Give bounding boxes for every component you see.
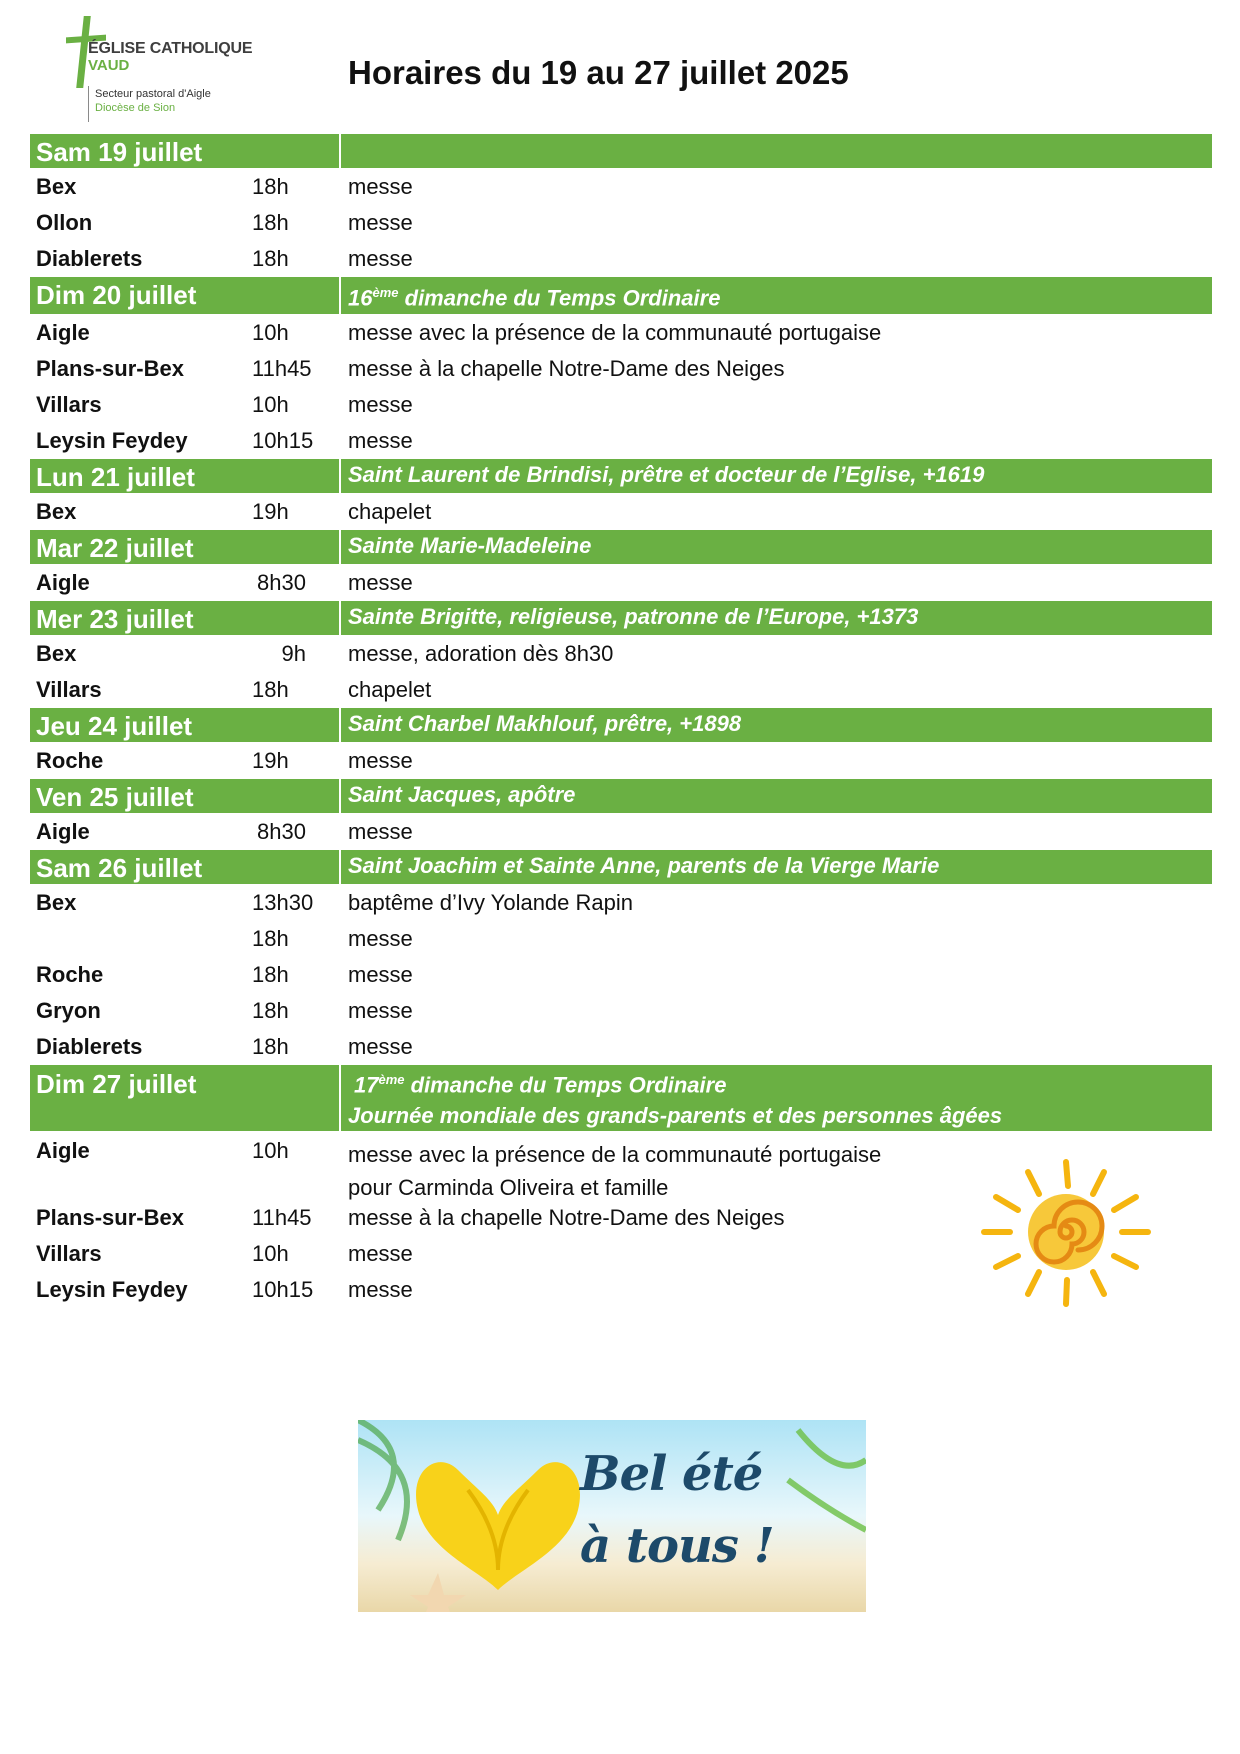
event-description-line: messe bbox=[348, 819, 413, 845]
event-place: Villars bbox=[36, 677, 102, 703]
page-title: Horaires du 19 au 27 juillet 2025 bbox=[348, 54, 849, 91]
feast-text: Saint Charbel Makhlouf, prêtre, +1898 bbox=[348, 711, 742, 737]
event-time: 19h bbox=[252, 748, 289, 774]
event-description-line: messe bbox=[348, 392, 413, 418]
feast-text: Saint Jacques, apôtre bbox=[348, 782, 576, 808]
day-header-row bbox=[30, 530, 1212, 565]
feast-text-line-2: Journée mondiale des grands-parents et des personnes âgées bbox=[348, 1102, 1003, 1128]
event-description-line: baptême d’Ivy Yolande Rapin bbox=[348, 890, 633, 916]
event-description-line: messe, adoration dès 8h30 bbox=[348, 641, 614, 667]
day-header-row bbox=[30, 601, 1212, 636]
feast-text: dimanche du Temps Ordinaire bbox=[404, 1072, 727, 1098]
event-description bbox=[340, 1277, 413, 1303]
day-header-row bbox=[30, 850, 1212, 885]
feast-ordinal-suffix: ème bbox=[378, 1072, 405, 1088]
event-time: 8h30 bbox=[257, 819, 306, 845]
event-time: 18h bbox=[252, 1034, 289, 1060]
feast-ordinal: 17 bbox=[354, 1072, 379, 1098]
event-row bbox=[30, 387, 1212, 423]
event-place: Bex bbox=[36, 641, 77, 667]
day-name: Lun 21 juillet bbox=[36, 462, 195, 493]
event-description-line: messe bbox=[348, 998, 413, 1024]
event-description-line: messe bbox=[348, 926, 413, 952]
event-row bbox=[30, 636, 1212, 672]
feast-title bbox=[340, 277, 720, 314]
event-row bbox=[30, 315, 1212, 351]
event-description-line: chapelet bbox=[348, 499, 432, 525]
day-name: Dim 20 juillet bbox=[36, 280, 197, 310]
day-header-row bbox=[30, 708, 1212, 743]
event-time: 9h bbox=[281, 641, 306, 667]
event-place: Plans-sur-Bex bbox=[36, 356, 184, 382]
event-place: Roche bbox=[36, 962, 104, 988]
event-description bbox=[340, 819, 413, 845]
event-time: 18h bbox=[252, 998, 289, 1024]
day-header-row bbox=[30, 779, 1212, 814]
feast-text: dimanche du Temps Ordinaire bbox=[398, 285, 721, 311]
event-description-line: messe bbox=[348, 428, 413, 454]
event-row bbox=[30, 169, 1212, 205]
event-place: Aigle bbox=[36, 570, 90, 596]
column-divider bbox=[339, 850, 341, 884]
feast-title bbox=[340, 1065, 1002, 1130]
event-time: 18h bbox=[252, 246, 289, 271]
event-time: 10h bbox=[252, 1240, 289, 1266]
sun-icon bbox=[976, 1152, 1156, 1312]
event-place: Bex bbox=[36, 174, 77, 199]
day-name: Ven 25 juillet bbox=[36, 782, 194, 813]
feast-text: Saint Joachim et Sainte Anne, parents de la Vierge Marie bbox=[348, 853, 940, 879]
column-divider bbox=[339, 708, 341, 742]
column-divider bbox=[339, 1065, 341, 1130]
column-divider bbox=[339, 530, 341, 564]
event-time: 18h bbox=[252, 926, 289, 952]
event-description bbox=[340, 570, 413, 596]
feast-title bbox=[340, 601, 918, 633]
feast-text: Saint Laurent de Brindisi, prêtre et docteur de l’Eglise, +1619 bbox=[348, 462, 985, 488]
event-description-line: chapelet bbox=[348, 677, 432, 703]
feast-ordinal-suffix: ème bbox=[372, 285, 399, 300]
event-description-line: messe bbox=[348, 246, 413, 271]
event-place: Diablerets bbox=[36, 1034, 143, 1060]
event-place: Roche bbox=[36, 748, 104, 774]
event-place: Diablerets bbox=[36, 246, 143, 271]
event-time: 10h15 bbox=[252, 428, 314, 454]
event-description bbox=[340, 246, 413, 272]
feast-ordinal: 16 bbox=[348, 285, 373, 311]
feast-title bbox=[340, 530, 591, 562]
event-row bbox=[30, 921, 1212, 957]
event-time: 8h30 bbox=[257, 570, 306, 596]
event-description bbox=[340, 1034, 413, 1060]
event-description bbox=[340, 499, 431, 525]
day-name: Sam 26 juillet bbox=[36, 853, 203, 884]
event-time: 18h bbox=[252, 210, 289, 235]
event-time: 10h bbox=[252, 1137, 289, 1163]
event-time: 10h bbox=[252, 392, 289, 418]
day-name: Sam 19 juillet bbox=[36, 137, 203, 167]
event-description bbox=[340, 890, 633, 916]
event-time: 13h30 bbox=[252, 890, 314, 916]
column-divider bbox=[339, 601, 341, 635]
logo-divider bbox=[88, 86, 89, 122]
event-row bbox=[30, 993, 1212, 1029]
event-place: Bex bbox=[36, 499, 77, 525]
event-row bbox=[30, 957, 1212, 993]
event-place: Plans-sur-Bex bbox=[36, 1204, 184, 1230]
logo-line-2: VAUD bbox=[88, 57, 130, 74]
event-description-line: messe bbox=[348, 1276, 413, 1302]
feast-title bbox=[340, 779, 575, 811]
event-description-line: messe à la chapelle Notre-Dame des Neiges bbox=[348, 356, 785, 382]
day-header-row bbox=[30, 1065, 1212, 1131]
feast-title bbox=[340, 459, 984, 491]
event-time: 18h bbox=[252, 962, 289, 988]
event-description bbox=[340, 998, 413, 1024]
banner-line-2: à tous ! bbox=[580, 1518, 774, 1574]
event-description-line: messe bbox=[348, 570, 413, 596]
column-divider bbox=[339, 779, 341, 813]
event-time: 11h45 bbox=[252, 356, 312, 382]
event-row bbox=[30, 743, 1212, 779]
schedule-table bbox=[30, 134, 1212, 1308]
event-description bbox=[340, 356, 785, 382]
event-description bbox=[340, 1138, 881, 1204]
event-description-line: messe bbox=[348, 1240, 413, 1266]
event-row bbox=[30, 351, 1212, 387]
event-description bbox=[340, 1205, 785, 1231]
logo-line-3: Secteur pastoral d'Aigle bbox=[95, 88, 211, 100]
feast-title bbox=[340, 850, 939, 882]
event-row bbox=[30, 565, 1212, 601]
event-description-line: messe avec la présence de la communauté portugaise bbox=[348, 1141, 882, 1167]
event-row bbox=[30, 885, 1212, 921]
logo-line-1: ÉGLISE CATHOLIQUE bbox=[88, 40, 253, 57]
column-divider bbox=[339, 459, 341, 493]
event-description-line: messe bbox=[348, 174, 413, 199]
event-place: Leysin Feydey bbox=[36, 428, 188, 454]
feast-text: Sainte Brigitte, religieuse, patronne de l’Europe, +1373 bbox=[348, 604, 919, 630]
event-time: 19h bbox=[252, 499, 289, 525]
event-description-line: messe bbox=[348, 210, 413, 235]
day-name: Mer 23 juillet bbox=[36, 604, 194, 635]
feast-text: Sainte Marie-Madeleine bbox=[348, 533, 592, 559]
event-time: 11h45 bbox=[252, 1204, 312, 1230]
day-header-row bbox=[30, 134, 1212, 169]
event-row bbox=[30, 1029, 1212, 1065]
feast-title bbox=[340, 708, 741, 740]
event-description bbox=[340, 641, 613, 667]
column-divider bbox=[339, 277, 341, 314]
event-time: 10h bbox=[252, 320, 289, 346]
event-place: Leysin Feydey bbox=[36, 1276, 188, 1302]
event-place: Villars bbox=[36, 392, 102, 418]
event-place: Ollon bbox=[36, 210, 93, 235]
event-description-line: messe bbox=[348, 748, 413, 774]
day-name: Jeu 24 juillet bbox=[36, 711, 193, 742]
event-time: 10h15 bbox=[252, 1276, 314, 1302]
event-place: Bex bbox=[36, 890, 77, 916]
event-place: Villars bbox=[36, 1240, 102, 1266]
event-time: 18h bbox=[252, 174, 289, 199]
event-place: Aigle bbox=[36, 1137, 90, 1163]
event-description bbox=[340, 320, 881, 346]
event-description-line: messe bbox=[348, 1034, 413, 1060]
event-description-line: messe à la chapelle Notre-Dame des Neiges bbox=[348, 1204, 785, 1230]
event-description bbox=[340, 677, 431, 703]
event-row bbox=[30, 494, 1212, 530]
event-description bbox=[340, 1241, 413, 1267]
event-place: Aigle bbox=[36, 819, 90, 845]
event-description bbox=[340, 962, 413, 988]
event-description bbox=[340, 428, 413, 454]
event-place: Aigle bbox=[36, 320, 90, 346]
event-description-line: messe avec la présence de la communauté portugaise bbox=[348, 320, 882, 346]
event-row bbox=[30, 814, 1212, 850]
logo-line-4: Diocèse de Sion bbox=[95, 102, 176, 114]
event-description bbox=[340, 392, 413, 418]
event-time: 18h bbox=[252, 677, 289, 703]
logo bbox=[66, 14, 256, 124]
event-description bbox=[340, 210, 413, 236]
event-row bbox=[30, 672, 1212, 708]
event-description bbox=[340, 748, 413, 774]
day-header-row bbox=[30, 277, 1212, 315]
event-row bbox=[30, 205, 1212, 241]
column-divider bbox=[339, 134, 341, 168]
day-header-row bbox=[30, 459, 1212, 494]
event-row bbox=[30, 241, 1212, 277]
event-place: Gryon bbox=[36, 998, 101, 1024]
day-name: Mar 22 juillet bbox=[36, 533, 194, 564]
event-description bbox=[340, 926, 413, 952]
event-description-line-2: pour Carminda Oliveira et famille bbox=[348, 1174, 669, 1200]
event-row bbox=[30, 423, 1212, 459]
banner-line-1: Bel été bbox=[580, 1446, 763, 1502]
day-name: Dim 27 juillet bbox=[36, 1069, 197, 1100]
event-description bbox=[340, 174, 413, 200]
summer-banner bbox=[358, 1420, 866, 1612]
event-description-line: messe bbox=[348, 962, 413, 988]
